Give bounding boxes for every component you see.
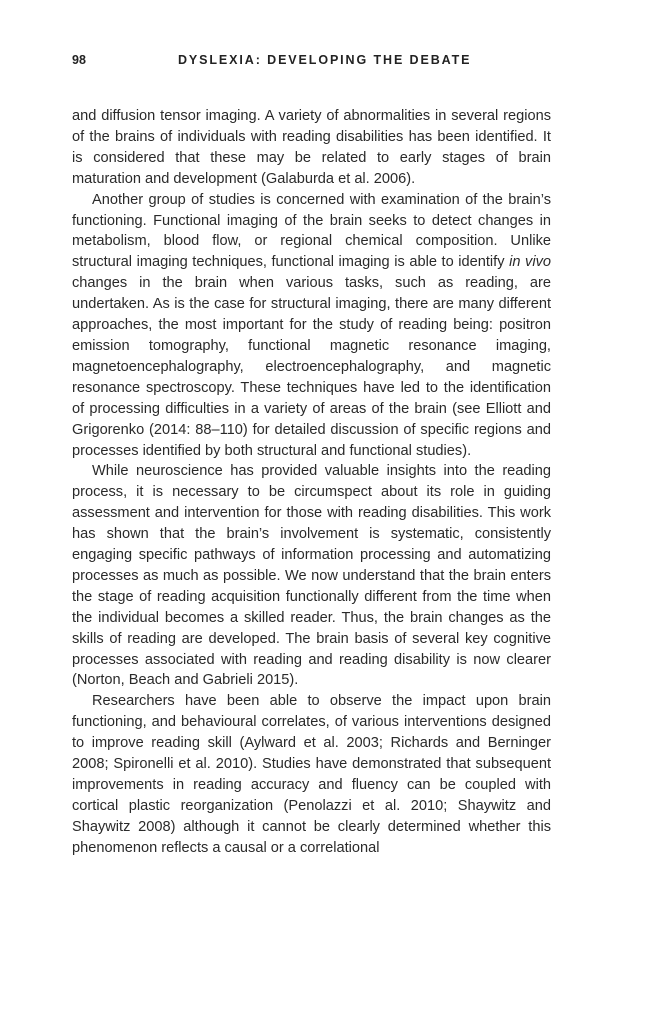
paragraph-4: Researchers have been able to observe the impact upon brain functioning, and behavioural correlates, of various interventions designed to improve reading skill (Aylward et al. 2003; Richards and Berninger 2008; Spironelli et al. 2010). Studies have demonstrated that subsequent improvements in reading accuracy and fluency can be coupled with cortical plastic reorganization (Penolazzi et al. 2010; Shaywitz and Shaywitz 2008) although it cannot be clearly determined whether this phenomenon reflects a causal or a correlational bbox=[72, 693, 551, 856]
paragraph-2-italic-term: in vivo bbox=[509, 254, 551, 271]
body-text bbox=[72, 106, 551, 859]
paragraph-2-text-before: Another group of studies is concerned with examination of the brain’s functioning. Functional imaging of the brain seeks to detect changes in metabolism, blood flow, or regional chemical composition. Unlike structural imaging techniques, functional imaging is able to identify bbox=[72, 191, 551, 271]
paragraph-1: and diffusion tensor imaging. A variety of abnormalities in several regions of the brains of individuals with reading disabilities has been identified. It is considered that these may be related to early stages of brain maturation and development (Galaburda et al. 2006). bbox=[72, 108, 551, 187]
page-number: 98 bbox=[72, 53, 86, 67]
paragraph-2 bbox=[72, 190, 551, 462]
running-head bbox=[72, 53, 551, 73]
paragraph-2-text-after: changes in the brain when various tasks, such as reading, are undertaken. As is the case for structural imaging, there are many different approaches, the most important for the study of reading being: positron emission tomography, functional magnetic resonance imaging, magnetoencephalography, electroencephalography, and magnetic resonance spectroscopy. These techniques have led to the identification of processing difficulties in a variety of areas of the brain (see Elliott and Grigorenko (2014: 88–110) for detailed discussion of specific regions and processes identified by both structural and functional studies). bbox=[72, 275, 551, 459]
book-title: DYSLEXIA: DEVELOPING THE DEBATE bbox=[178, 53, 472, 67]
paragraph-3: While neuroscience has provided valuable insights into the reading process, it is necessary to be circumspect about its role in guiding assessment and intervention for those with reading disabilities. This work has shown that the brain’s involvement is systematic, consistently engaging specific pathways of information processing and automatizing processes as much as possible. We now understand that the brain enters the stage of reading acquisition functionally different from the time when the individual becomes a skilled reader. Thus, the brain changes as the skills of reading are developed. The brain basis of several key cognitive processes associated with reading and reading disability is now clearer (Norton, Beach and Gabrieli 2015). bbox=[72, 463, 551, 689]
